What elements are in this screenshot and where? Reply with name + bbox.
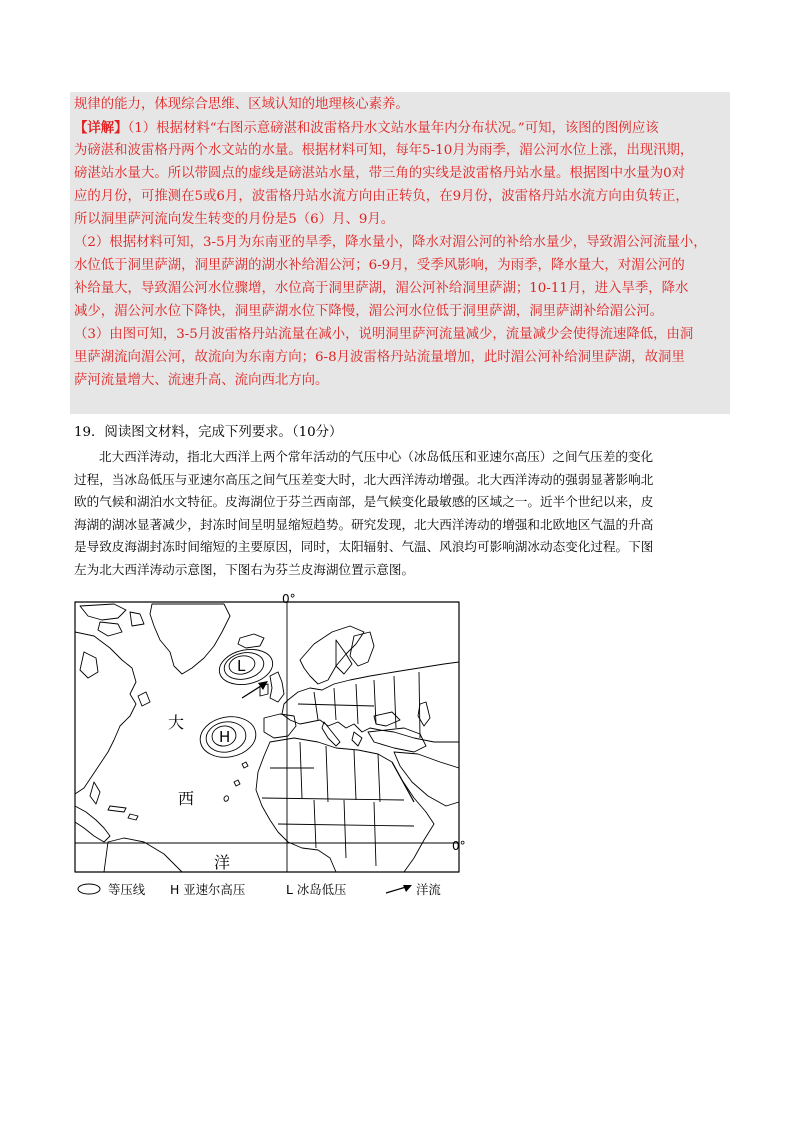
answer-line: 应的月份，可推测在5或6月，波雷格丹站水流方向由正转负，在9月份，波雷格丹站水流方向由负转正，: [74, 189, 689, 204]
map-legend: [74, 880, 474, 900]
material-line: 北大西洋涛动，指北大西洋上两个常年活动的气压中心（冰岛低压和亚速尔高压）之间气压差的变化: [99, 449, 654, 464]
iceland: [238, 634, 264, 648]
answer-line: （3）由图可知，3-5月波雷格丹站流量在减小，说明洞里萨河流量减少，流量减少会使得流速降低，由洞: [74, 327, 694, 342]
north-america: [75, 632, 136, 794]
material-line: 是导致皮海湖封冻时间缩短的主要原因，同时，太阳辐射、气温、风浪均可影响湖冰动态变化过程。下图: [74, 539, 654, 555]
ocean-label-da: 大: [168, 713, 185, 732]
question-material: [74, 446, 734, 582]
iberia: [264, 714, 296, 738]
answer-line: 为磅湛和波雷格丹两个水文站的水量。根据材料可知，每年5-10月为雨季，湄公河水位上涨，出现汛期，: [74, 143, 694, 158]
answer-line: 萨河流量增大、流速升高、流向西北方向。: [74, 373, 329, 388]
high-label: H: [219, 728, 231, 746]
great-britain: [270, 672, 284, 702]
answer-explanation: [70, 92, 730, 414]
isobar-legend-icon: [76, 882, 102, 896]
scandinavia: [300, 626, 364, 684]
legend-high: H 亚速尔高压: [170, 882, 246, 897]
answer-line: 水位低于洞里萨湖，洞里萨湖的湖水补给湄公河；6-9月，受季风影响，为雨季，降水量大，对湄公河的: [74, 258, 685, 273]
ocean-label-xi: 西: [178, 789, 195, 808]
ocean-label-yang: 洋: [214, 853, 231, 872]
detail-tag: 【详解】: [74, 120, 128, 136]
answer-line: 补给量大，导致湄公河水位骤增，水位高于洞里萨湖，湄公河补给洞里萨湖；10-11月，进入旱季，降水: [74, 281, 689, 296]
africa: [256, 738, 434, 872]
legend-current: 洋流: [384, 880, 441, 898]
ocean-current-arrowhead: [258, 681, 268, 690]
answer-line: 【详解】（1）根据材料“右图示意磅湛和波雷格丹水文站水量年内分布状况。”可知，该图的图例应该: [74, 120, 659, 136]
map-frame: [75, 602, 459, 872]
legend-low: L 冰岛低压: [286, 882, 347, 897]
current-arrow-icon: [384, 882, 414, 896]
nao-map: [74, 592, 474, 902]
answer-line: 减少，湄公河水位下降快，洞里萨湖水位下降慢，湄公河水位低于洞里萨湖，洞里萨湖补给湄公河。: [74, 304, 664, 319]
question-title: 19．阅读图文材料，完成下列要求。（10分）: [74, 425, 343, 440]
answer-line: 磅湛站水量大。所以带圆点的虚线是磅湛站水量，带三角的实线是波雷格丹站水量。根据图中水量为0对: [74, 166, 686, 181]
low-label: L: [237, 657, 246, 675]
answer-line: 里萨湖流向湄公河，故流向为东南方向；6-8月波雷格丹站流量增加，此时湄公河补给洞里萨湖，故洞里: [74, 350, 685, 365]
material-line: 海湖的湖冰显著减少，封冻时间呈明显缩短趋势。研究发现，北大西洋涛动的增强和北欧地区气温的升高: [74, 516, 654, 532]
answer-line: 所以洞里萨河流向发生转变的月份是5（6）月、9月。: [74, 212, 395, 227]
answer-line: （2）根据材料可知，3-5月为东南亚的旱季，降水量小，降水对湄公河的补给水量少，导致湄公河流量小，: [74, 235, 707, 250]
material-line: 欧的气候和湖泊水文特征。皮海湖位于芬兰西南部，是气候变化最敏感的区域之一。近半个世纪以来，皮: [74, 494, 654, 510]
material-line: 过程，当冰岛低压与亚速尔高压之间气压差变大时，北大西洋涛动增强。北大西洋涛动的强弱显著影响北: [74, 471, 654, 487]
meridian-label: 0°: [282, 592, 296, 606]
greenland: [150, 604, 230, 674]
legend-isobar: 等压线: [76, 880, 145, 898]
answer-line: 规律的能力，体现综合思维、区域认知的地理核心素养。: [74, 97, 409, 112]
equator-label: 0°: [452, 839, 466, 853]
material-line: 左为北大西洋涛动示意图，下图右为芬兰皮海湖位置示意图。: [74, 561, 415, 577]
